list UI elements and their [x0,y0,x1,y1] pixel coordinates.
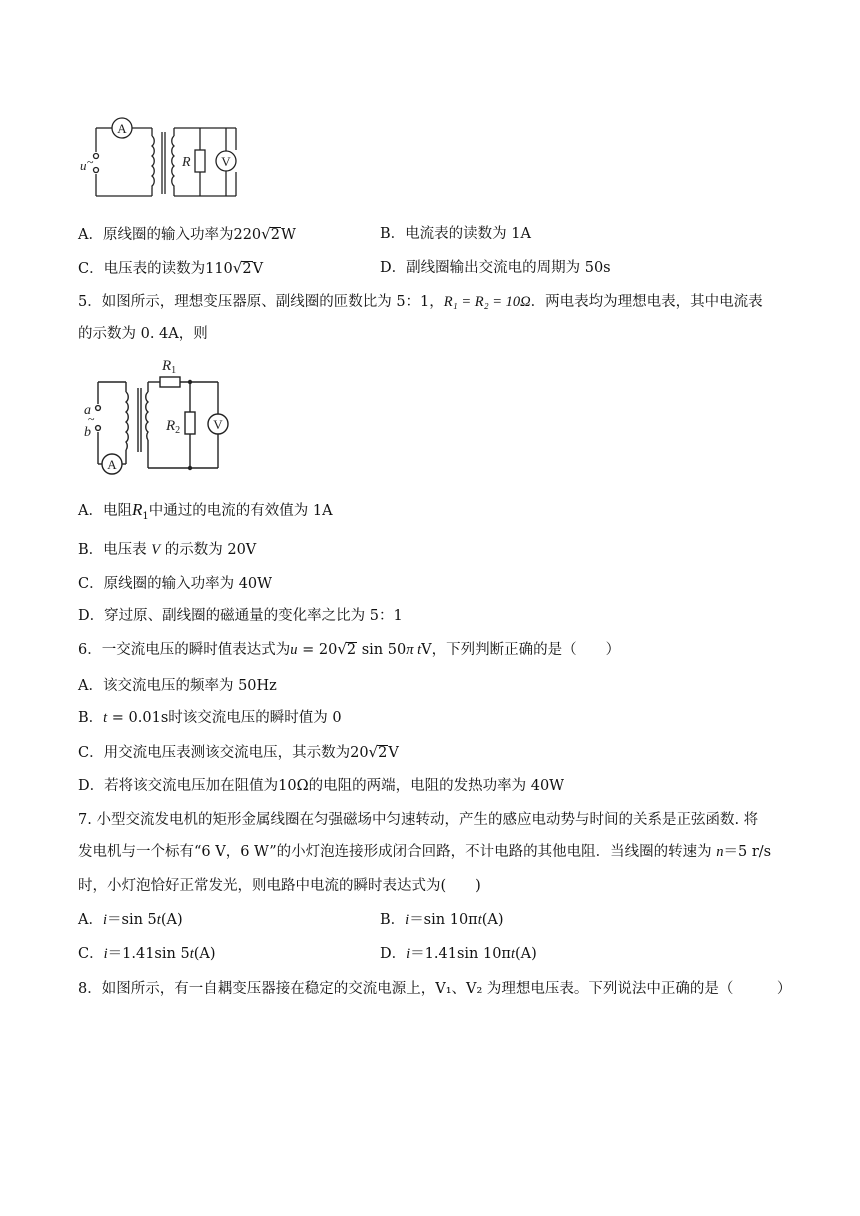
q8-stem: 8．如图所示，有一自耦变压器接在稳定的交流电源上，V₁、V₂ 为理想电压表。下列说法中正确的是（ ） [78,981,792,997]
r2-label: $R_2$ [166,418,181,436]
ammeter-label: A [107,457,117,472]
q4-option-c: C．电压表的读数为110√2V [78,259,264,277]
source-tilde: ~ [87,155,94,169]
source-tilde: ~ [88,412,95,426]
q7-option-b: B．i＝sin 10πt(A) [380,912,504,928]
source-label: u [80,158,87,173]
q6-option-a: A．该交流电压的频率为 50Hz [78,678,277,694]
q4-option-a: A．原线圈的输入功率为220√2W [78,225,296,243]
r1-label: $R_1$ [162,358,177,376]
q7-stem-line3: 时，小灯泡恰好正常发光，则电路中电流的瞬时表达式为( ) [78,878,481,894]
voltmeter-label: V [213,417,223,432]
q4-option-d: D．副线圈输出交流电的周期为 50s [380,260,611,276]
q7-stem-line2: 发电机与一个标有“6 V，6 W”的小灯泡连接形成闭合回路，不计电路的其他电阻．当线圈的转速为 n＝5 r/s [78,844,772,860]
ammeter-label: A [117,121,127,136]
q6-stem: 6．一交流电压的瞬时值表达式为u = 20√2 sin 50π tV，下列判断正确的是（ ） [78,640,621,658]
q7-option-d: D．i＝1.41sin 10πt(A) [380,946,537,962]
q4-option-b: B．电流表的读数为 1A [380,226,531,242]
terminal-a-label: a [84,403,91,418]
q6-option-d: D．若将该交流电压加在阻值为10Ω的电阻的两端，电阻的发热功率为 40W [78,778,565,794]
terminal-b-label: b [84,425,91,440]
transformer-circuit-figure-q4 [76,112,246,202]
q7-option-c: C．i＝1.41sin 5t(A) [78,946,216,962]
q6-option-c: C．用交流电压表测该交流电压，其示数为20√2V [78,743,399,761]
q5-option-b: B．电压表 V 的示数为 20V [78,542,257,558]
q5-option-a: A．电阻$R_1$中通过的电流的有效值为 1A [78,500,333,522]
q7-stem-line1: 7. 小型交流发电机的矩形金属线圈在匀强磁场中匀速转动，产生的感应电动势与时间的关系是正弦函数. 将 [78,812,759,828]
q5-stem-line1: 5．如图所示，理想变压器原、副线圈的匝数比为 5：1，R₁ = R₂ = 10Ω．两电表均为理想电表，其中电流表 [78,294,763,310]
q6-option-b: B．t = 0.01s时该交流电压的瞬时值为 0 [78,710,342,726]
transformer-circuit-figure-q5 [80,352,240,478]
q7-option-a: A．i＝sin 5t(A) [78,912,183,928]
q5-option-c: C．原线圈的输入功率为 40W [78,576,273,592]
voltmeter-label: V [221,154,231,169]
resistor-label: R [182,155,191,170]
q5-option-d: D．穿过原、副线圈的磁通量的变化率之比为 5：1 [78,608,403,624]
q5-stem-line2: 的示数为 0. 4A，则 [78,326,208,342]
